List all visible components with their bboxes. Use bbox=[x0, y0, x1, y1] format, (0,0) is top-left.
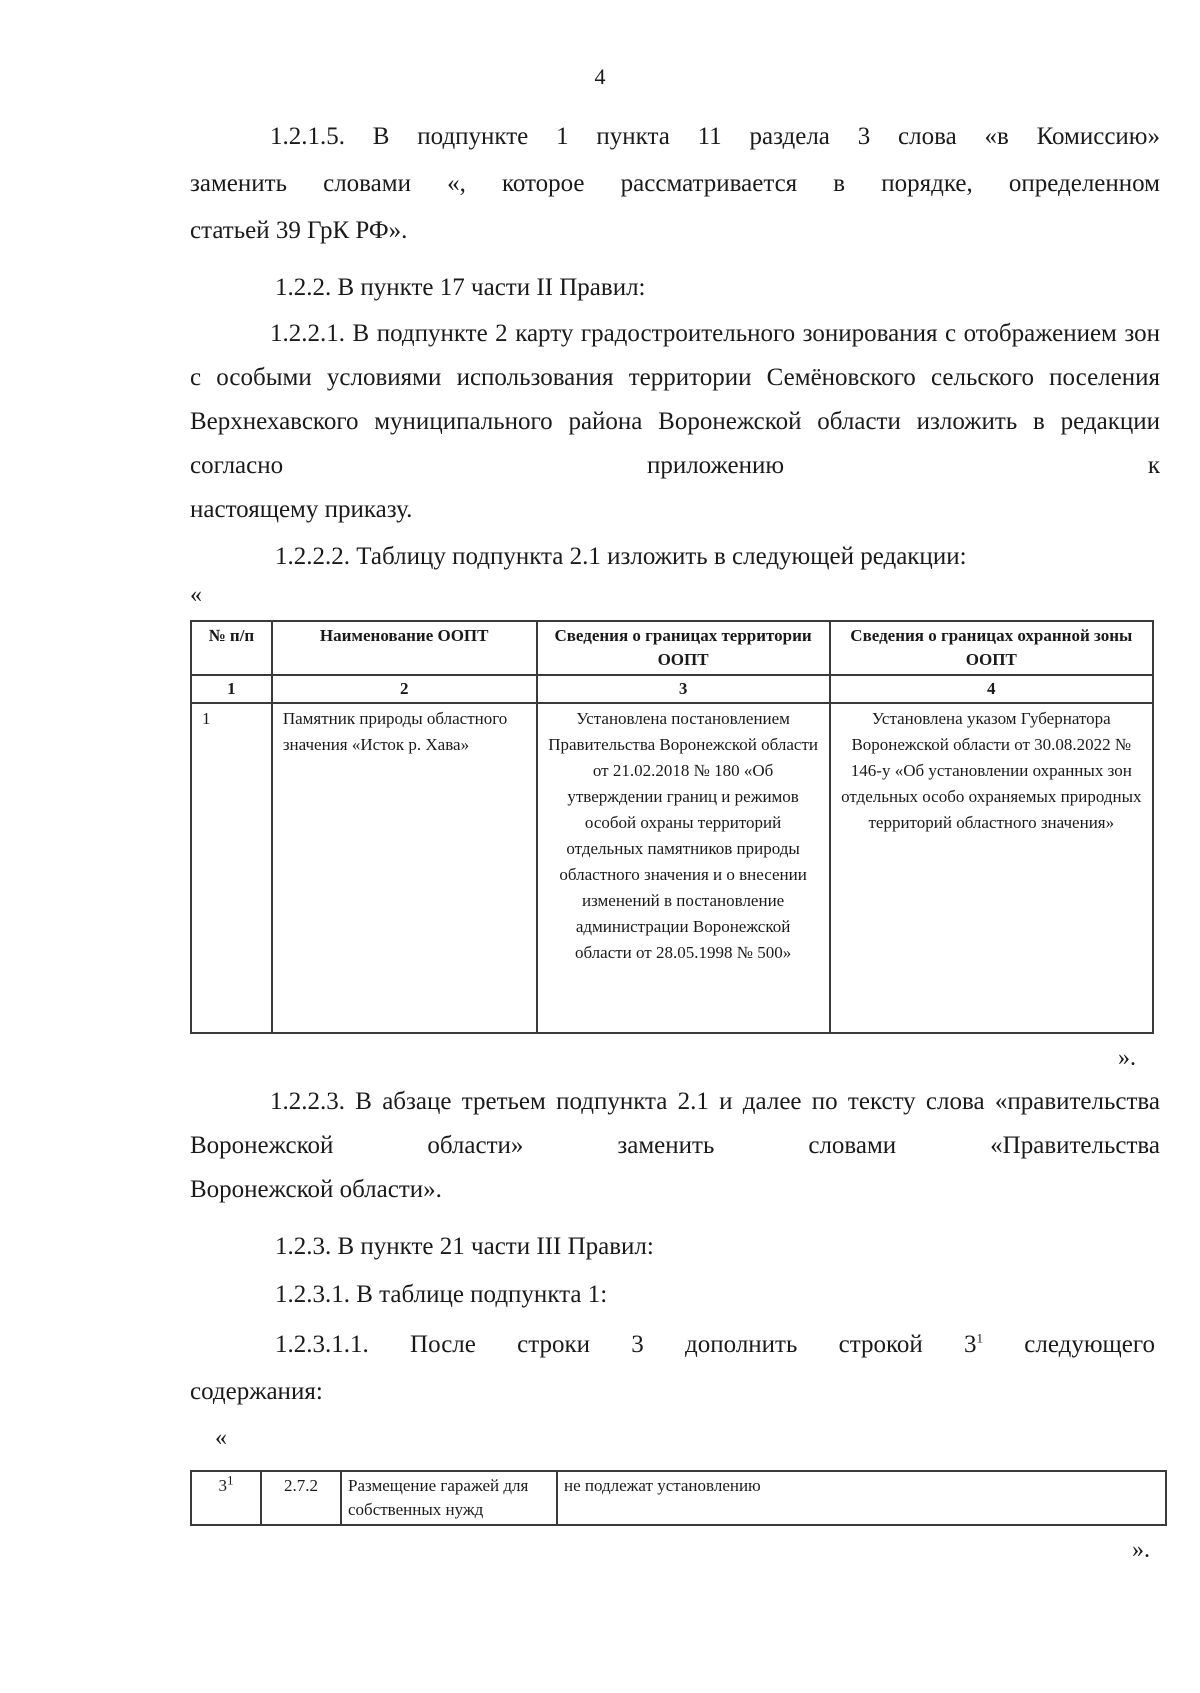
para-1222: 1.2.2.2. Таблицу подпункта 2.1 изложить в следующей редакции: bbox=[275, 543, 967, 570]
superscript: 1 bbox=[976, 1330, 984, 1346]
cell-value: не подлежат установлению bbox=[557, 1471, 1166, 1525]
col-number: 1 bbox=[191, 675, 272, 703]
row-number: 3 bbox=[218, 1476, 227, 1495]
cell-name: Памятник природы областного значения «Исток р. Хава» bbox=[272, 703, 537, 1033]
para-12311-tail: следующего bbox=[983, 1331, 1156, 1358]
para-12311-last: содержания: bbox=[190, 1378, 323, 1405]
col-number: 2 bbox=[272, 675, 537, 703]
para-1223: 1.2.2.3. В абзаце третьем подпункта 2.1 и далее по тексту слова «правительства Воронежской области» заменить словами «Правительства bbox=[190, 1088, 1160, 1159]
header-territory: Сведения о границах территории ООПТ bbox=[537, 621, 830, 675]
cell-num: 1 bbox=[191, 703, 272, 1033]
cell-row-number bbox=[191, 1471, 261, 1525]
row-3-1-table bbox=[190, 1470, 1167, 1526]
header-name: Наименование ООПТ bbox=[272, 621, 537, 675]
para-1215-line2: заменить словами «, которое рассматривается в порядке, определенном bbox=[190, 170, 1160, 197]
table-row bbox=[191, 703, 1153, 1033]
cell-territory: Установлена постановлением Правительства Воронежской области от 21.02.2018 № 180 «Об утверждении границ и режимов особой охраны территорий отдельных памятников природы областного значения и о внесении изменений в постановление администрации Воронежской области от 28.05.1998 № 500» bbox=[537, 703, 830, 1033]
row-number-sup: 1 bbox=[227, 1472, 234, 1488]
header-zone: Сведения о границах охранной зоны ООПТ bbox=[830, 621, 1153, 675]
table-row bbox=[191, 1471, 1166, 1525]
cell-use-name: Размещение гаражей для собственных нужд bbox=[341, 1471, 557, 1525]
col-number: 4 bbox=[830, 675, 1153, 703]
para-123: 1.2.3. В пункте 21 части III Правил: bbox=[275, 1233, 654, 1260]
para-1221: 1.2.2.1. В подпункте 2 карту градостроительного зонирования с отображением зон с особыми условиями использования территории Семёновского сельского поселения Верхнехавского муниципального района Воронежской области изложить в редакции согласно приложению к bbox=[190, 320, 1160, 479]
para-1231: 1.2.3.1. В таблице подпункта 1: bbox=[275, 1281, 608, 1308]
quote-close-1: ». bbox=[1118, 1045, 1136, 1071]
para-1223-last: Воронежской области». bbox=[190, 1176, 442, 1203]
quote-close-2: ». bbox=[1132, 1537, 1150, 1563]
quote-open-2: « bbox=[215, 1425, 227, 1451]
para-1215-line3: статьей 39 ГрК РФ». bbox=[190, 217, 408, 244]
col-number: 3 bbox=[537, 675, 830, 703]
cell-zone: Установлена указом Губернатора Воронежской области от 30.08.2022 № 146-у «Об установлении охранных зон отдельных особо охраняемых природных территорий областного значения» bbox=[830, 703, 1153, 1033]
para-12311-text: 1.2.3.1.1. После строки 3 дополнить строкой 3 bbox=[275, 1331, 977, 1358]
para-12311 bbox=[275, 1323, 1155, 1367]
para-1215-line1: 1.2.1.5. В подпункте 1 пункта 11 раздела 3 слова «в Комиссию» bbox=[270, 123, 1160, 150]
page-number: 4 bbox=[594, 64, 606, 89]
quote-open-1: « bbox=[190, 582, 202, 608]
para-122: 1.2.2. В пункте 17 части II Правил: bbox=[275, 274, 646, 301]
column-number-row bbox=[191, 675, 1153, 703]
table-header-row bbox=[191, 621, 1153, 675]
oopt-table bbox=[190, 620, 1154, 1034]
cell-code: 2.7.2 bbox=[261, 1471, 341, 1525]
header-num: № п/п bbox=[191, 621, 272, 675]
para-1221-last: настоящему приказу. bbox=[190, 496, 413, 523]
